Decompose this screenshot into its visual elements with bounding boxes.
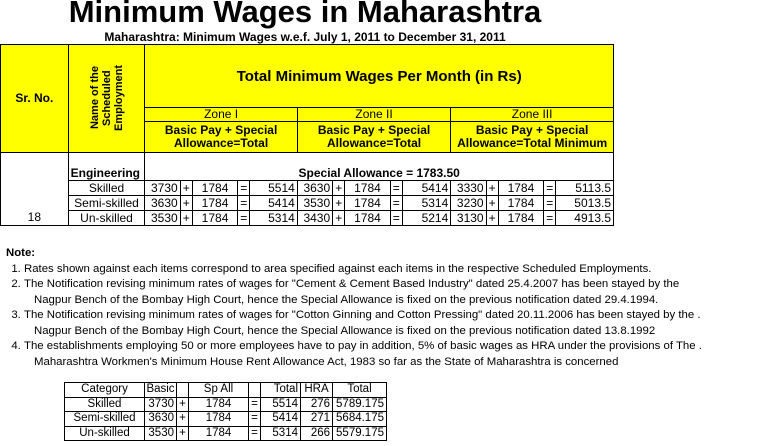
page-subtitle: Maharashtra: Minimum Wages w.e.f. July 1, 2011 to December 31, 2011: [104, 30, 506, 44]
zone-2-desc: Basic Pay + Special Allowance=Total: [297, 122, 450, 153]
hra-cell: 276: [301, 397, 333, 412]
note-item: [24, 308, 766, 339]
cell: =: [390, 211, 402, 226]
cell: 5314: [402, 196, 450, 211]
cell: 1784: [192, 196, 237, 211]
category-label: Engineering: [68, 153, 145, 181]
hra-cell: =: [249, 412, 261, 427]
notes-heading: Note:: [6, 247, 36, 259]
cell: 5414: [250, 196, 297, 211]
hra-cell: =: [249, 426, 261, 441]
hra-cell: Un-skilled: [65, 426, 145, 441]
cell: 3330: [451, 181, 486, 196]
cell: +: [180, 196, 192, 211]
cell: =: [544, 181, 556, 196]
hra-cell: 3530: [145, 426, 177, 441]
hra-cell: +: [177, 397, 189, 412]
notes-list: [6, 262, 766, 371]
hra-cell: Skilled: [65, 397, 145, 412]
cell: =: [238, 196, 250, 211]
cell: 4913.5: [556, 211, 614, 226]
cell: 5113.5: [556, 181, 614, 196]
hra-header: Category: [65, 383, 145, 398]
hra-cell: 3730: [145, 397, 177, 412]
cell: 3530: [145, 211, 180, 226]
note-line: Maharashtra Workmen's Minimum House Rent Allowance Act, 1983 so far as the State of Maharashtra is concerned: [34, 355, 619, 368]
hra-cell: 5579.175: [333, 426, 387, 441]
notes-section: [6, 246, 766, 370]
hra-cell: 1784: [189, 412, 249, 427]
row-skilled-name: Skilled: [68, 181, 145, 196]
hra-cell: +: [177, 426, 189, 441]
hra-header: HRA: [301, 383, 333, 398]
hra-header: Sp All: [189, 383, 249, 398]
cell: =: [390, 196, 402, 211]
cell: 3430: [297, 211, 332, 226]
hra-header: Total: [261, 383, 301, 398]
note-line: Nagpur Bench of the Bombay High Court, hence the Special Allowance is fixed on the previous notification dated 13.8.1992: [34, 324, 656, 337]
hra-cell: 3630: [145, 412, 177, 427]
cell: 3630: [297, 181, 332, 196]
note-line: The Notification revising minimum rates of wages for "Cotton Ginning and Cotton Pressing" dated 20.11.2006 has been stayed by the .: [24, 309, 701, 321]
hra-cell: 1784: [189, 426, 249, 441]
cell: +: [333, 211, 345, 226]
cell: =: [238, 181, 250, 196]
cell: +: [486, 211, 498, 226]
hra-cell: 5414: [261, 412, 301, 427]
cell: 3230: [451, 196, 486, 211]
cell: 1784: [345, 181, 390, 196]
hra-cell: 5514: [261, 397, 301, 412]
note-line: Nagpur Bench of the Bombay High Court, hence the Special Allowance is fixed on the previous notification dated 29.4.1994.: [34, 293, 659, 306]
cell: 5414: [402, 181, 450, 196]
cell: 1784: [192, 181, 237, 196]
zone-3-desc: Basic Pay + Special Allowance=Total Minimum: [451, 122, 614, 153]
cell: 3530: [297, 196, 332, 211]
cell: 1784: [345, 196, 390, 211]
sr-no-header: Sr. No.: [1, 45, 69, 153]
zone-3-header: Zone III: [451, 108, 614, 122]
hra-cell: =: [249, 397, 261, 412]
cell: +: [180, 211, 192, 226]
cell: +: [486, 196, 498, 211]
hra-table: [64, 382, 387, 441]
hra-header: [249, 383, 261, 398]
hra-cell: 271: [301, 412, 333, 427]
special-allowance-label: Special Allowance = 1783.50: [145, 153, 614, 181]
note-line: The Notification revising minimum rates of wages for "Cement & Cement Based Industry" dated 25.4.2007 has been stayed by the: [24, 278, 680, 290]
cell: 1784: [498, 211, 543, 226]
cell: 3730: [145, 181, 180, 196]
note-line: The establishments employing 50 or more employees have to pay in addition, 5% of basic wages as HRA under the provisions of The .: [24, 340, 702, 352]
hra-cell: Semi-skilled: [65, 412, 145, 427]
cell: =: [390, 181, 402, 196]
cell: 3130: [451, 211, 486, 226]
cell: 5214: [402, 211, 450, 226]
hra-cell: 5789.175: [333, 397, 387, 412]
cell: 1784: [192, 211, 237, 226]
cell: 1784: [498, 181, 543, 196]
hra-cell: 266: [301, 426, 333, 441]
minimum-wages-table: [0, 44, 614, 226]
cell: 5314: [250, 211, 297, 226]
note-line: Rates shown against each items correspond to area specified against each items in the respective Scheduled Employments.: [24, 262, 652, 275]
cell: +: [180, 181, 192, 196]
row-un-skilled-name: Un-skilled: [68, 211, 145, 226]
hra-header: Basic: [146, 383, 175, 395]
hra-header: Total: [333, 383, 387, 398]
hra-cell: 5684.175: [333, 412, 387, 427]
note-item: [24, 262, 766, 278]
zone-1-header: Zone I: [145, 108, 297, 122]
cell: =: [544, 196, 556, 211]
cell: +: [333, 196, 345, 211]
cell: 1784: [345, 211, 390, 226]
page-title: Minimum Wages in Maharashtra: [68, 0, 542, 29]
hra-cell: 1784: [189, 397, 249, 412]
cell: 5514: [250, 181, 297, 196]
cell: =: [544, 211, 556, 226]
cell: 3630: [145, 196, 180, 211]
sr-no-value: 18: [1, 211, 69, 226]
cell: +: [486, 181, 498, 196]
cell: 5013.5: [556, 196, 614, 211]
hra-cell: 5314: [261, 426, 301, 441]
cell: =: [238, 211, 250, 226]
sr-no-cell: [1, 153, 69, 181]
employment-header: [68, 45, 145, 153]
zone-2-header: Zone II: [297, 108, 450, 122]
note-item: [24, 339, 766, 370]
row-semi-skilled-name: Semi-skilled: [68, 196, 145, 211]
cell: 1784: [498, 196, 543, 211]
cell: +: [333, 181, 345, 196]
employment-header-label: Name of the Scheduled Employment: [88, 65, 125, 132]
total-wages-header: Total Minimum Wages Per Month (in Rs): [145, 45, 614, 108]
zone-1-desc: Basic Pay + Special Allowance=Total: [145, 122, 297, 153]
note-item: [24, 277, 766, 308]
hra-cell: +: [177, 412, 189, 427]
hra-header: [177, 383, 189, 398]
